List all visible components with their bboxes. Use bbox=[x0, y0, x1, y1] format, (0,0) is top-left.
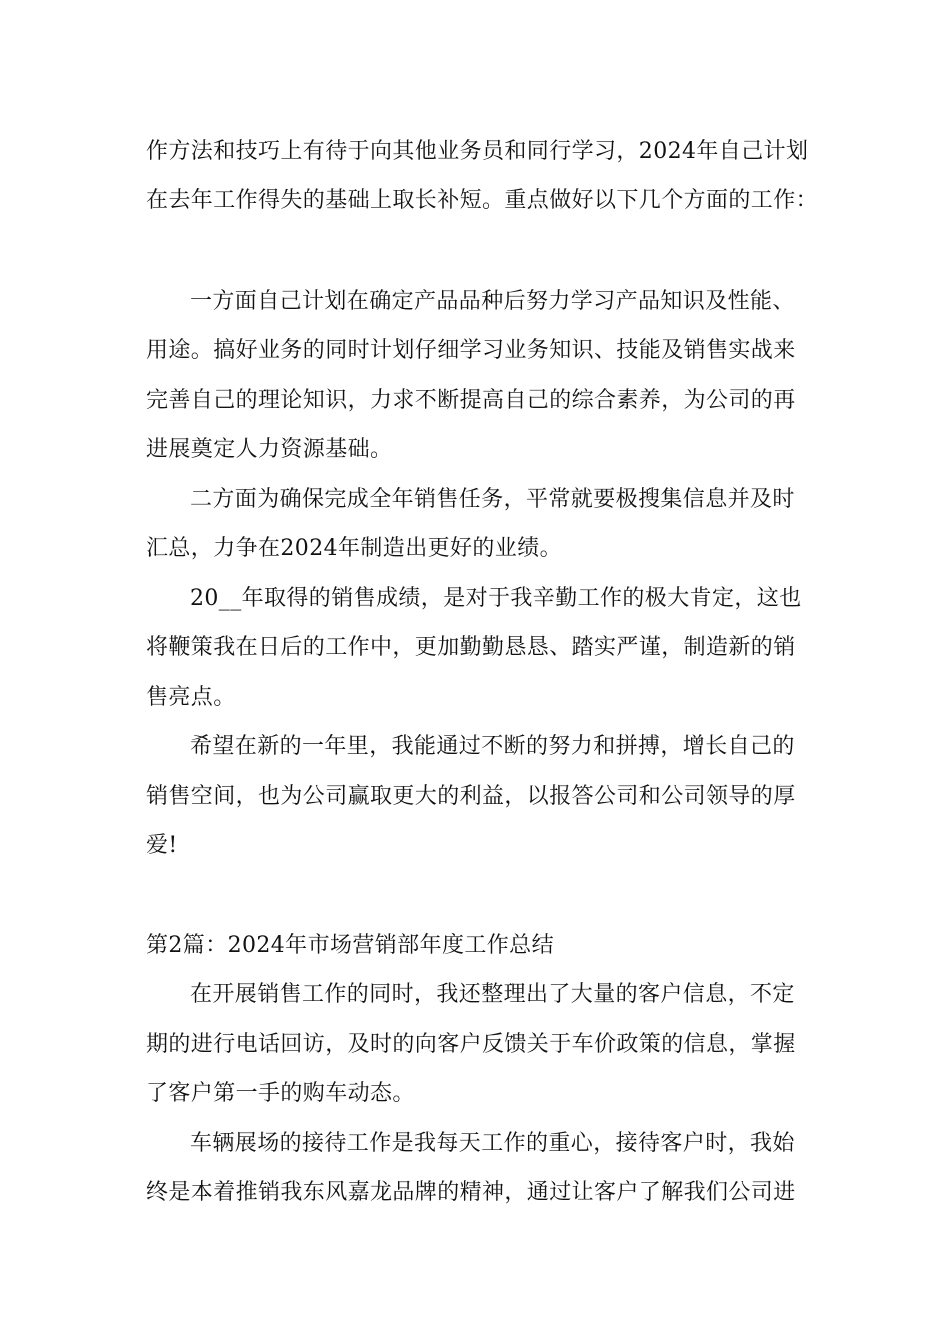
paragraph-first-line: 车辆展场的接待工作是我每天工作的重心，接待客户时，我始 bbox=[190, 1131, 795, 1156]
text-line: 作方法和技巧上有待于向其他业务员和同行学习，2024年自己计划 bbox=[146, 139, 809, 164]
text-line: 售亮点。 bbox=[146, 685, 236, 710]
text-line: 用途。搞好业务的同时计划仔细学习业务知识、技能及销售实战来 bbox=[146, 338, 796, 363]
paragraph-first-line: 20__年取得的销售成绩，是对于我辛勤工作的极大肯定，这也 bbox=[190, 586, 802, 611]
text-line: 完善自己的理论知识，力求不断提高自己的综合素养，为公司的再 bbox=[146, 388, 796, 413]
section-heading: 第2篇：2024年市场营销部年度工作总结 bbox=[146, 933, 554, 958]
text-line: 终是本着推销我东风嘉龙品牌的精神，通过让客户了解我们公司进 bbox=[146, 1180, 796, 1205]
text-line: 在去年工作得失的基础上取长补短。重点做好以下几个方面的工作： bbox=[146, 188, 819, 213]
text-line: 汇总，力争在2024年制造出更好的业绩。 bbox=[146, 536, 562, 561]
text-line: 将鞭策我在日后的工作中，更加勤勤恳恳、踏实严谨，制造新的销 bbox=[146, 635, 796, 660]
paragraph-first-line: 二方面为确保完成全年销售任务，平常就要极搜集信息并及时 bbox=[190, 487, 795, 512]
text-line: 期的进行电话回访，及时的向客户反馈关于车价政策的信息，掌握 bbox=[146, 1032, 796, 1057]
paragraph-first-line: 希望在新的一年里，我能通过不断的努力和拼搏，增长自己的 bbox=[190, 734, 795, 759]
paragraph-first-line: 在开展销售工作的同时，我还整理出了大量的客户信息，不定 bbox=[190, 982, 795, 1007]
text-line: 销售空间，也为公司赢取更大的利益，以报答公司和公司领导的厚 bbox=[146, 784, 796, 809]
text-line: 了客户第一手的购车动态。 bbox=[146, 1081, 415, 1106]
paragraph-first-line: 一方面自己计划在确定产品品种后努力学习产品知识及性能、 bbox=[190, 289, 795, 314]
text-line: 爱! bbox=[146, 833, 178, 858]
text-line: 进展奠定人力资源基础。 bbox=[146, 437, 393, 462]
